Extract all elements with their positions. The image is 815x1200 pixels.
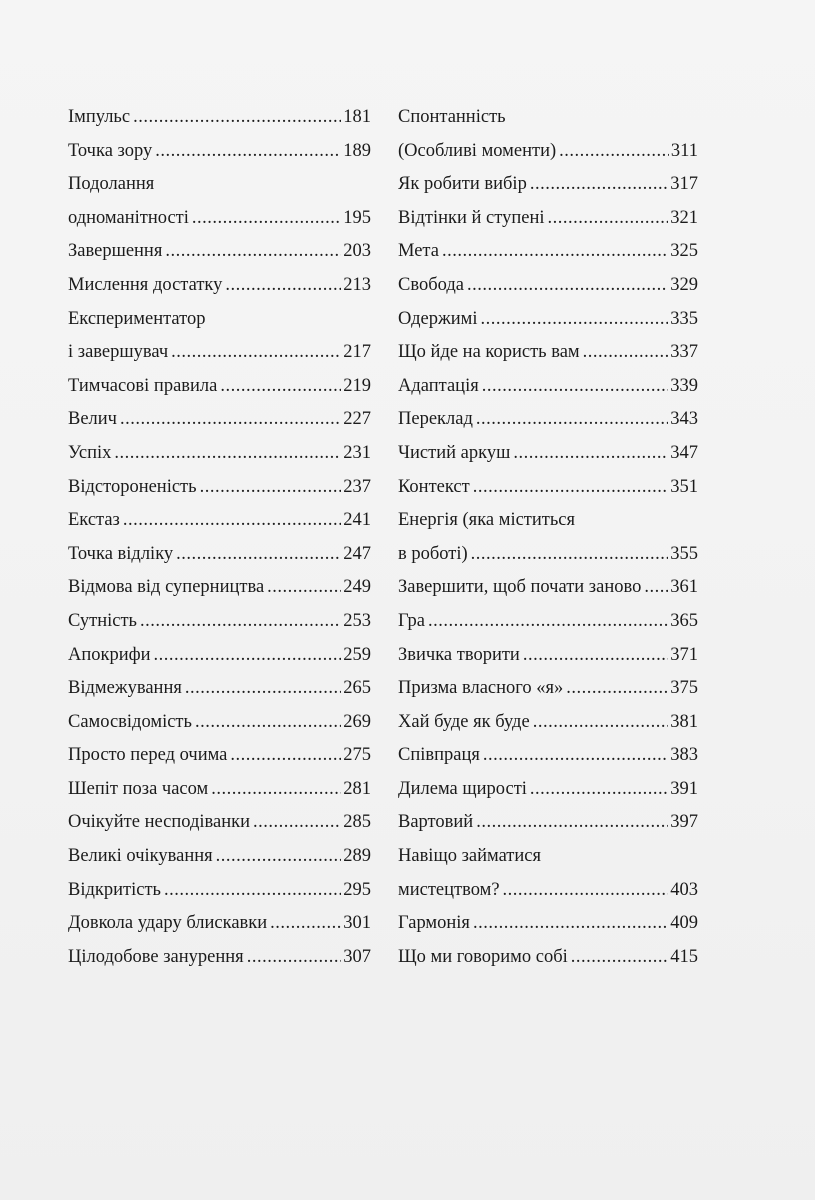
toc-entry-title-line: Навіщо займатися	[398, 846, 542, 867]
toc-entry-title: Відстороненість	[68, 476, 197, 497]
dot-leader	[247, 941, 342, 975]
toc-column-right	[398, 101, 698, 974]
toc-entry-page-number: 371	[670, 644, 698, 665]
toc-entry-page-number: 403	[670, 879, 698, 900]
toc-entry-line	[398, 202, 698, 236]
toc-entry-title: Відмежування	[68, 678, 182, 699]
dot-leader	[467, 269, 668, 303]
toc-entry-page-number: 343	[670, 409, 698, 430]
toc-entry-line	[398, 370, 698, 404]
toc-entry-line	[68, 101, 371, 135]
toc-entry-page-number: 383	[670, 745, 698, 766]
toc-entry-title: Переклад	[398, 409, 473, 430]
dot-leader	[216, 840, 342, 874]
toc-entry-title-line: Спонтанність	[398, 107, 506, 127]
toc-entry-title: (Особливі моменти)	[398, 140, 557, 161]
toc-entry	[68, 235, 371, 269]
toc-entry-page-number: 219	[343, 375, 371, 396]
toc-entry-page-number: 295	[343, 879, 371, 900]
toc-entry	[398, 806, 698, 840]
toc-entry	[398, 235, 698, 269]
toc-entry-page-number: 347	[670, 442, 698, 463]
toc-entry-line	[398, 168, 698, 202]
toc-entry-title: Призма власного «я»	[398, 678, 564, 699]
toc-entry-line	[68, 370, 371, 404]
toc-entry-line	[68, 907, 371, 941]
toc-entry-title: Гра	[398, 610, 425, 631]
toc-entry-page-number: 227	[343, 409, 371, 430]
dot-leader	[483, 739, 668, 773]
toc-entry-page-number: 259	[343, 644, 371, 665]
toc-entry-title: Тимчасові правила	[68, 375, 218, 396]
toc-entry	[68, 303, 371, 370]
toc-entry	[398, 773, 698, 807]
dot-leader	[530, 168, 668, 202]
dot-leader	[428, 605, 668, 639]
toc-entry-page-number: 311	[670, 140, 698, 161]
toc-entry-line	[398, 773, 698, 807]
dot-leader	[164, 874, 341, 908]
toc-entry	[398, 269, 698, 303]
toc-entry	[68, 135, 371, 169]
toc-entry-line	[68, 437, 371, 471]
toc-entry-title: Одержимі	[398, 308, 478, 329]
toc-entry	[398, 202, 698, 236]
toc-entry-title: Великі очікування	[68, 846, 213, 867]
toc-entry	[68, 706, 371, 740]
toc-entry	[68, 605, 371, 639]
toc-entry-page-number: 189	[343, 140, 371, 161]
toc-entry	[68, 101, 371, 135]
toc-entry	[398, 672, 698, 706]
dot-leader	[123, 504, 341, 538]
toc-entry	[68, 840, 371, 874]
toc-entry-page-number: 339	[670, 375, 698, 396]
toc-entry-line	[398, 235, 698, 269]
toc-entry	[398, 571, 698, 605]
toc-entry-page-number: 241	[343, 510, 371, 531]
toc-entry-line	[398, 336, 698, 370]
toc-entry-page-number: 329	[670, 274, 698, 295]
toc-entry-line	[68, 336, 371, 370]
toc-entry	[68, 571, 371, 605]
toc-entry-line	[68, 135, 371, 169]
dot-leader	[482, 370, 669, 404]
toc-entry-page-number: 351	[670, 476, 698, 497]
toc-entry-line	[398, 874, 698, 908]
toc-entry	[68, 504, 371, 538]
toc-entry-title: Велич	[68, 409, 117, 430]
toc-entry-title: мистецтвом?	[398, 879, 500, 900]
dot-leader	[176, 538, 341, 572]
toc-entry-title: Гармонія	[398, 913, 470, 934]
toc-entry-title: Мислення достатку	[68, 274, 223, 295]
toc-entry	[398, 504, 698, 571]
toc-entry-line	[68, 269, 371, 303]
toc-entry-page-number: 281	[343, 778, 371, 799]
toc-entry-line	[68, 806, 371, 840]
toc-entry-page-number: 335	[670, 308, 698, 329]
toc-entry-page-number: 181	[343, 107, 371, 127]
dot-leader	[220, 370, 341, 404]
toc-entry-page-number: 213	[343, 274, 371, 295]
toc-entry-title: Точка відліку	[68, 543, 174, 564]
toc-entry-title: Сутність	[68, 610, 137, 631]
toc-entry-title-line: Експериментатор	[68, 308, 206, 329]
toc-entry	[68, 639, 371, 673]
dot-leader	[476, 806, 668, 840]
toc-entry-line	[68, 706, 371, 740]
toc-entry-page-number: 361	[670, 577, 698, 598]
toc-entry	[398, 437, 698, 471]
dot-leader	[533, 706, 669, 740]
toc-entry-line	[68, 874, 371, 908]
dot-leader	[195, 706, 341, 740]
toc-entry-title: Відкритість	[68, 879, 161, 900]
toc-entry-title: Контекст	[398, 476, 470, 497]
toc-entry-title: одноманітності	[68, 207, 189, 228]
toc-entry-page-number: 325	[670, 241, 698, 262]
toc-entry	[68, 739, 371, 773]
toc-entry	[68, 370, 371, 404]
toc-entry	[68, 874, 371, 908]
dot-leader	[513, 437, 668, 471]
dot-leader	[270, 907, 341, 941]
toc-entry	[398, 941, 698, 975]
toc-entry-page-number: 317	[670, 174, 698, 195]
toc-entry-page-number: 265	[343, 678, 371, 699]
toc-entry-title: Що ми говоримо собі	[398, 946, 568, 967]
dot-leader	[566, 672, 668, 706]
toc-entry-title: Точка зору	[68, 140, 153, 161]
toc-entry-line	[398, 672, 698, 706]
dot-leader	[120, 403, 341, 437]
toc-entry-page-number: 269	[343, 711, 371, 732]
toc-entry-title: Адаптація	[398, 375, 479, 396]
toc-entry-page-number: 275	[343, 745, 371, 766]
toc-entry-title: Успіх	[68, 442, 112, 463]
toc-entry-title: Як робити вибір	[398, 174, 527, 195]
toc-entry-line	[398, 806, 698, 840]
toc-entry-line	[398, 269, 698, 303]
toc-entry-title: Очікуйте несподіванки	[68, 812, 251, 833]
toc-entry-line	[68, 639, 371, 673]
dot-leader	[267, 571, 341, 605]
toc-entry-line	[398, 639, 698, 673]
dot-leader	[114, 437, 341, 471]
toc-entry-line	[68, 403, 371, 437]
dot-leader	[165, 235, 341, 269]
toc-entry	[68, 806, 371, 840]
toc-entry-page-number: 415	[670, 946, 698, 967]
toc-entry-title: Чистий аркуш	[398, 442, 511, 463]
dot-leader	[473, 907, 668, 941]
dot-leader	[230, 739, 341, 773]
toc-entry-title: Цілодобове занурення	[68, 946, 244, 967]
dot-leader	[442, 235, 668, 269]
toc-entry-title: Апокрифи	[68, 644, 151, 665]
toc-entry-title: Звичка творити	[398, 644, 520, 665]
dot-leader	[476, 403, 668, 437]
toc-entry-title-line: Енергія (яка міститься	[398, 510, 576, 531]
toc-entry	[68, 941, 371, 975]
dot-leader	[559, 135, 669, 169]
toc-entry-page-number: 301	[343, 913, 371, 934]
toc-entry-page-number: 285	[343, 812, 371, 833]
toc-entry	[398, 471, 698, 505]
toc-entry	[398, 303, 698, 337]
toc-entry-title: в роботі)	[398, 543, 468, 564]
toc-entry-line	[398, 303, 698, 337]
dot-leader	[571, 941, 668, 975]
toc-entry-title: Вартовий	[398, 812, 474, 833]
toc-entry-title: Завершити, щоб почати заново	[398, 577, 642, 598]
toc-entry-page-number: 409	[670, 913, 698, 934]
dot-leader	[185, 672, 341, 706]
toc-entry	[68, 437, 371, 471]
toc-entry-title-line: Подолання	[68, 174, 155, 195]
toc-entry-title: Самосвідомість	[68, 711, 192, 732]
toc-entry-page-number: 355	[670, 543, 698, 564]
toc-entry-title: Мета	[398, 241, 439, 262]
dot-leader	[140, 605, 341, 639]
toc-entry-page-number: 247	[343, 543, 371, 564]
toc-entry	[68, 538, 371, 572]
toc-entry-line	[68, 504, 371, 538]
dot-leader	[155, 135, 341, 169]
dot-leader	[211, 773, 341, 807]
toc-entry-title: Відтінки й ступені	[398, 207, 545, 228]
toc-entry	[68, 471, 371, 505]
dot-leader	[154, 639, 342, 673]
toc-entry-title: Імпульс	[68, 107, 131, 127]
toc-entry-title: Співпраця	[398, 745, 480, 766]
dot-leader	[583, 336, 669, 370]
toc-entry	[68, 907, 371, 941]
toc-entry-line	[68, 672, 371, 706]
toc-entry-line	[398, 403, 698, 437]
toc-entry-page-number: 391	[670, 778, 698, 799]
toc-entry-line	[68, 605, 371, 639]
toc-entry-line	[398, 437, 698, 471]
dot-leader	[253, 806, 341, 840]
dot-leader	[503, 874, 669, 908]
dot-leader	[171, 336, 341, 370]
dot-leader	[548, 202, 669, 236]
toc-entry	[68, 773, 371, 807]
toc-entry	[398, 605, 698, 639]
dot-leader	[133, 101, 341, 135]
toc-entry-line	[68, 941, 371, 975]
toc-entry-line	[68, 773, 371, 807]
toc-entry-page-number: 307	[343, 946, 371, 967]
toc-entry-line	[398, 706, 698, 740]
toc-entry-line	[68, 538, 371, 572]
toc-entry-page-number: 217	[343, 342, 371, 363]
toc-entry	[398, 101, 698, 168]
toc-entry-title: і завершувач	[68, 342, 169, 363]
toc-column-left	[68, 101, 371, 974]
toc-entry-page-number: 237	[343, 476, 371, 497]
dot-leader	[530, 773, 668, 807]
toc-entry-line	[68, 571, 371, 605]
toc-entry-page-number: 397	[670, 812, 698, 833]
toc-entry-line	[68, 840, 371, 874]
toc-entry-line	[398, 907, 698, 941]
toc-entry-title: Хай буде як буде	[398, 711, 530, 732]
toc-entry-page-number: 231	[343, 442, 371, 463]
toc-entry	[398, 639, 698, 673]
toc-entry-line	[68, 471, 371, 505]
toc-entry-title: Просто перед очима	[68, 745, 228, 766]
toc-entry	[398, 370, 698, 404]
toc-entry-title: Відмова від суперництва	[68, 577, 265, 598]
dot-leader	[192, 202, 341, 236]
toc-entry-line	[398, 605, 698, 639]
toc-entry-title: Що йде на користь вам	[398, 342, 580, 363]
toc-entry-page-number: 321	[670, 207, 698, 228]
toc-entry-page-number: 195	[343, 207, 371, 228]
toc-entry-page-number: 253	[343, 610, 371, 631]
toc-entry	[398, 840, 698, 907]
toc-entry-page-number: 365	[670, 610, 698, 631]
toc-entry-title: Завершення	[68, 241, 163, 262]
dot-leader	[481, 303, 669, 337]
dot-leader	[523, 639, 668, 673]
toc-entry	[398, 403, 698, 437]
toc-entry-page-number: 249	[343, 577, 371, 598]
toc-entry-title: Екстаз	[68, 510, 120, 531]
toc-entry-title: Дилема щирості	[398, 778, 527, 799]
dot-leader	[200, 471, 342, 505]
toc-entry-title: Шепіт поза часом	[68, 778, 209, 799]
toc-entry-page-number: 375	[670, 678, 698, 699]
toc-entry-line	[68, 235, 371, 269]
toc-entry-page-number: 381	[670, 711, 698, 732]
toc-entry-page-number: 289	[343, 846, 371, 867]
toc-entry-line	[68, 202, 371, 236]
toc-entry	[68, 269, 371, 303]
toc-entry	[398, 739, 698, 773]
toc-entry	[68, 403, 371, 437]
toc-entry-line	[398, 739, 698, 773]
toc-entry	[68, 672, 371, 706]
dot-leader	[644, 571, 668, 605]
toc-entry-line	[398, 941, 698, 975]
toc-entry	[398, 168, 698, 202]
toc-entry-line	[398, 471, 698, 505]
toc-entry	[398, 907, 698, 941]
toc-entry	[398, 706, 698, 740]
toc-entry	[398, 336, 698, 370]
dot-leader	[225, 269, 341, 303]
toc-entry-page-number: 203	[343, 241, 371, 262]
toc-entry-line	[398, 538, 698, 572]
toc-entry-title: Свобода	[398, 274, 464, 295]
dot-leader	[471, 538, 669, 572]
toc-entry-page-number: 337	[670, 342, 698, 363]
toc-entry-line	[398, 571, 698, 605]
dot-leader	[473, 471, 669, 505]
toc-entry	[68, 168, 371, 235]
toc-entry-title: Довкола удару блискавки	[68, 913, 268, 934]
toc-entry-line	[68, 739, 371, 773]
toc-entry-line	[398, 135, 698, 169]
